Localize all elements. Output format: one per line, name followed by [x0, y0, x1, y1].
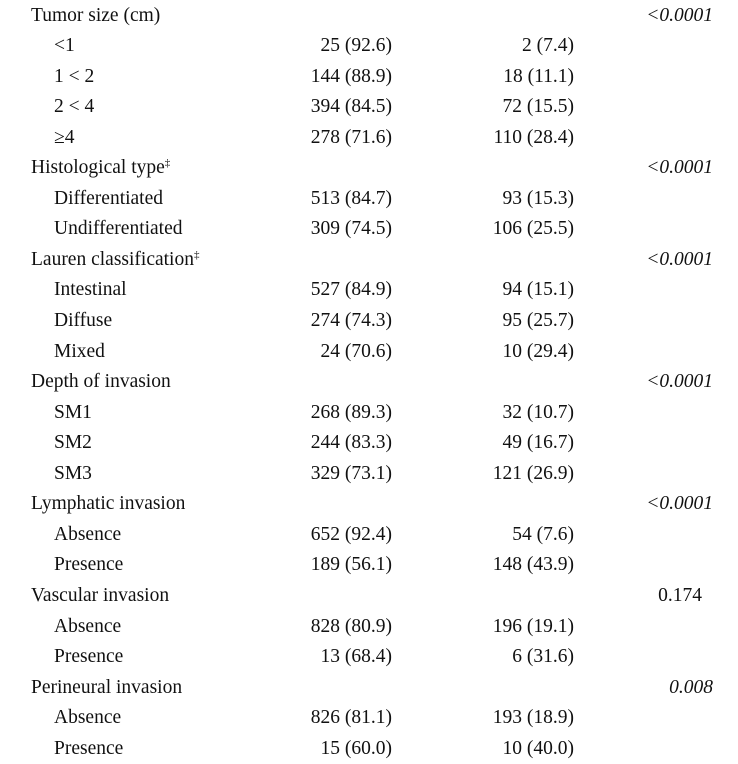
- count-group-1-cell: 527 (84.9): [310, 279, 392, 301]
- table-row: [0, 31, 738, 62]
- p-value-cell: <0.0001: [646, 4, 713, 26]
- row-label-text: Presence: [54, 737, 124, 759]
- table-row: [0, 123, 738, 154]
- count-group-2-cell: 93 (15.3): [502, 187, 574, 209]
- row-label-text: Undifferentiated: [54, 218, 183, 240]
- count-group-2-cell: 193 (18.9): [492, 707, 574, 729]
- row-label: [54, 306, 112, 337]
- count-group-2-cell: 10 (29.4): [502, 340, 574, 362]
- count-group-1-cell: 189 (56.1): [310, 554, 392, 576]
- row-label: [54, 550, 123, 581]
- row-label-text: Lauren classification: [31, 248, 194, 270]
- row-label-text: Vascular invasion: [31, 584, 170, 606]
- row-label: [54, 520, 121, 551]
- footnote-marker: ‡: [164, 157, 171, 170]
- row-label-text: 2 < 4: [54, 96, 95, 118]
- row-label-text: 1 < 2: [54, 65, 95, 87]
- row-label-text: SM1: [54, 401, 92, 423]
- row-label-text: Tumor size (cm): [31, 4, 161, 26]
- count-group-2-cell: 94 (15.1): [502, 279, 574, 301]
- p-value-cell: <0.0001: [646, 493, 713, 515]
- category-label: [31, 1, 160, 32]
- category-label: [31, 245, 199, 276]
- table-row: [0, 642, 738, 673]
- row-label: [54, 337, 105, 368]
- table-row: [0, 428, 738, 459]
- count-group-1-cell: 826 (81.1): [310, 707, 392, 729]
- category-row: [0, 153, 738, 184]
- table-row: [0, 275, 738, 306]
- category-row: [0, 581, 738, 612]
- row-label-text: SM3: [54, 462, 92, 484]
- row-label: [54, 214, 183, 245]
- count-group-2-cell: 49 (16.7): [502, 432, 574, 454]
- category-label: [31, 489, 185, 520]
- row-label-text: ≥4: [54, 126, 75, 148]
- count-group-1-cell: 652 (92.4): [310, 523, 392, 545]
- row-label-text: Differentiated: [54, 187, 164, 209]
- table-row: [0, 92, 738, 123]
- table-row: [0, 703, 738, 734]
- table-row: [0, 612, 738, 643]
- row-label-text: Presence: [54, 554, 124, 576]
- table-row: [0, 184, 738, 215]
- count-group-1-cell: 15 (60.0): [320, 737, 392, 759]
- row-label: [54, 62, 94, 93]
- count-group-2-cell: 148 (43.9): [492, 554, 574, 576]
- count-group-2-cell: 106 (25.5): [492, 218, 574, 240]
- count-group-2-cell: 18 (11.1): [503, 65, 574, 87]
- category-row: [0, 673, 738, 704]
- count-group-2-cell: 72 (15.5): [502, 96, 574, 118]
- count-group-2-cell: 2 (7.4): [522, 35, 574, 57]
- row-label-text: Intestinal: [54, 279, 127, 301]
- row-label-text: Mixed: [54, 340, 105, 362]
- row-label: [54, 642, 123, 673]
- count-group-2-cell: 10 (40.0): [502, 737, 574, 759]
- row-label: [54, 428, 92, 459]
- row-label-text: SM2: [54, 432, 92, 454]
- count-group-1-cell: 13 (68.4): [320, 646, 392, 668]
- count-group-1-cell: 24 (70.6): [320, 340, 392, 362]
- p-value-cell: 0.008: [669, 676, 713, 698]
- count-group-2-cell: 196 (19.1): [492, 615, 574, 637]
- row-label-text: Lymphatic invasion: [31, 493, 186, 515]
- category-row: [0, 1, 738, 32]
- row-label: [54, 398, 92, 429]
- count-group-1-cell: 278 (71.6): [310, 126, 392, 148]
- footnote-marker: ‡: [193, 248, 200, 261]
- table-row: [0, 520, 738, 551]
- count-group-2-cell: 32 (10.7): [502, 401, 574, 423]
- row-label: [54, 612, 121, 643]
- count-group-2-cell: 95 (25.7): [502, 310, 574, 331]
- category-label: [31, 673, 182, 704]
- row-label-text: Absence: [54, 523, 122, 545]
- count-group-1-cell: 309 (74.5): [310, 218, 392, 240]
- count-group-1-cell: 329 (73.1): [310, 462, 392, 484]
- table-row: [0, 398, 738, 429]
- category-row: [0, 367, 738, 398]
- row-label: [54, 459, 92, 490]
- count-group-2-cell: 6 (31.6): [512, 646, 574, 668]
- table-row: [0, 734, 738, 764]
- count-group-1-cell: 394 (84.5): [310, 96, 392, 118]
- count-group-2-cell: 110 (28.4): [493, 126, 574, 148]
- category-label: [31, 581, 169, 612]
- count-group-1-cell: 244 (83.3): [310, 432, 392, 454]
- table-row: [0, 214, 738, 245]
- table-row: [0, 550, 738, 581]
- count-group-1-cell: 513 (84.7): [310, 187, 392, 209]
- row-label-text: Histological type: [31, 157, 165, 179]
- row-label-text: <1: [54, 35, 75, 57]
- category-label: [31, 153, 170, 184]
- table-row: [0, 337, 738, 368]
- row-label-text: Absence: [54, 615, 122, 637]
- table-row: [0, 306, 738, 337]
- row-label-text: Diffuse: [54, 310, 113, 331]
- count-group-2-cell: 54 (7.6): [512, 523, 574, 545]
- category-label: [31, 367, 171, 398]
- p-value-cell: <0.0001: [646, 248, 713, 270]
- row-label: [54, 275, 127, 306]
- count-group-2-cell: 121 (26.9): [492, 462, 574, 484]
- table-row: [0, 459, 738, 490]
- row-label: [54, 31, 75, 62]
- category-row: [0, 245, 738, 276]
- count-group-1-cell: 274 (74.3): [310, 310, 392, 331]
- row-label: [54, 734, 123, 764]
- count-group-1-cell: 144 (88.9): [310, 65, 392, 87]
- row-label-text: Depth of invasion: [31, 371, 171, 393]
- row-label: [54, 92, 94, 123]
- row-label-text: Presence: [54, 646, 124, 668]
- p-value-cell: <0.0001: [646, 157, 713, 179]
- category-row: [0, 489, 738, 520]
- count-group-1-cell: 25 (92.6): [320, 35, 392, 57]
- row-label: [54, 703, 121, 734]
- count-group-1-cell: 268 (89.3): [310, 401, 392, 423]
- count-group-1-cell: 828 (80.9): [310, 615, 392, 637]
- row-label-text: Perineural invasion: [31, 676, 183, 698]
- row-label: [54, 184, 163, 215]
- p-value-cell: <0.0001: [646, 371, 713, 393]
- row-label-text: Absence: [54, 707, 122, 729]
- table-row: [0, 62, 738, 93]
- p-value-cell: 0.174: [658, 584, 702, 606]
- row-label: [54, 123, 74, 154]
